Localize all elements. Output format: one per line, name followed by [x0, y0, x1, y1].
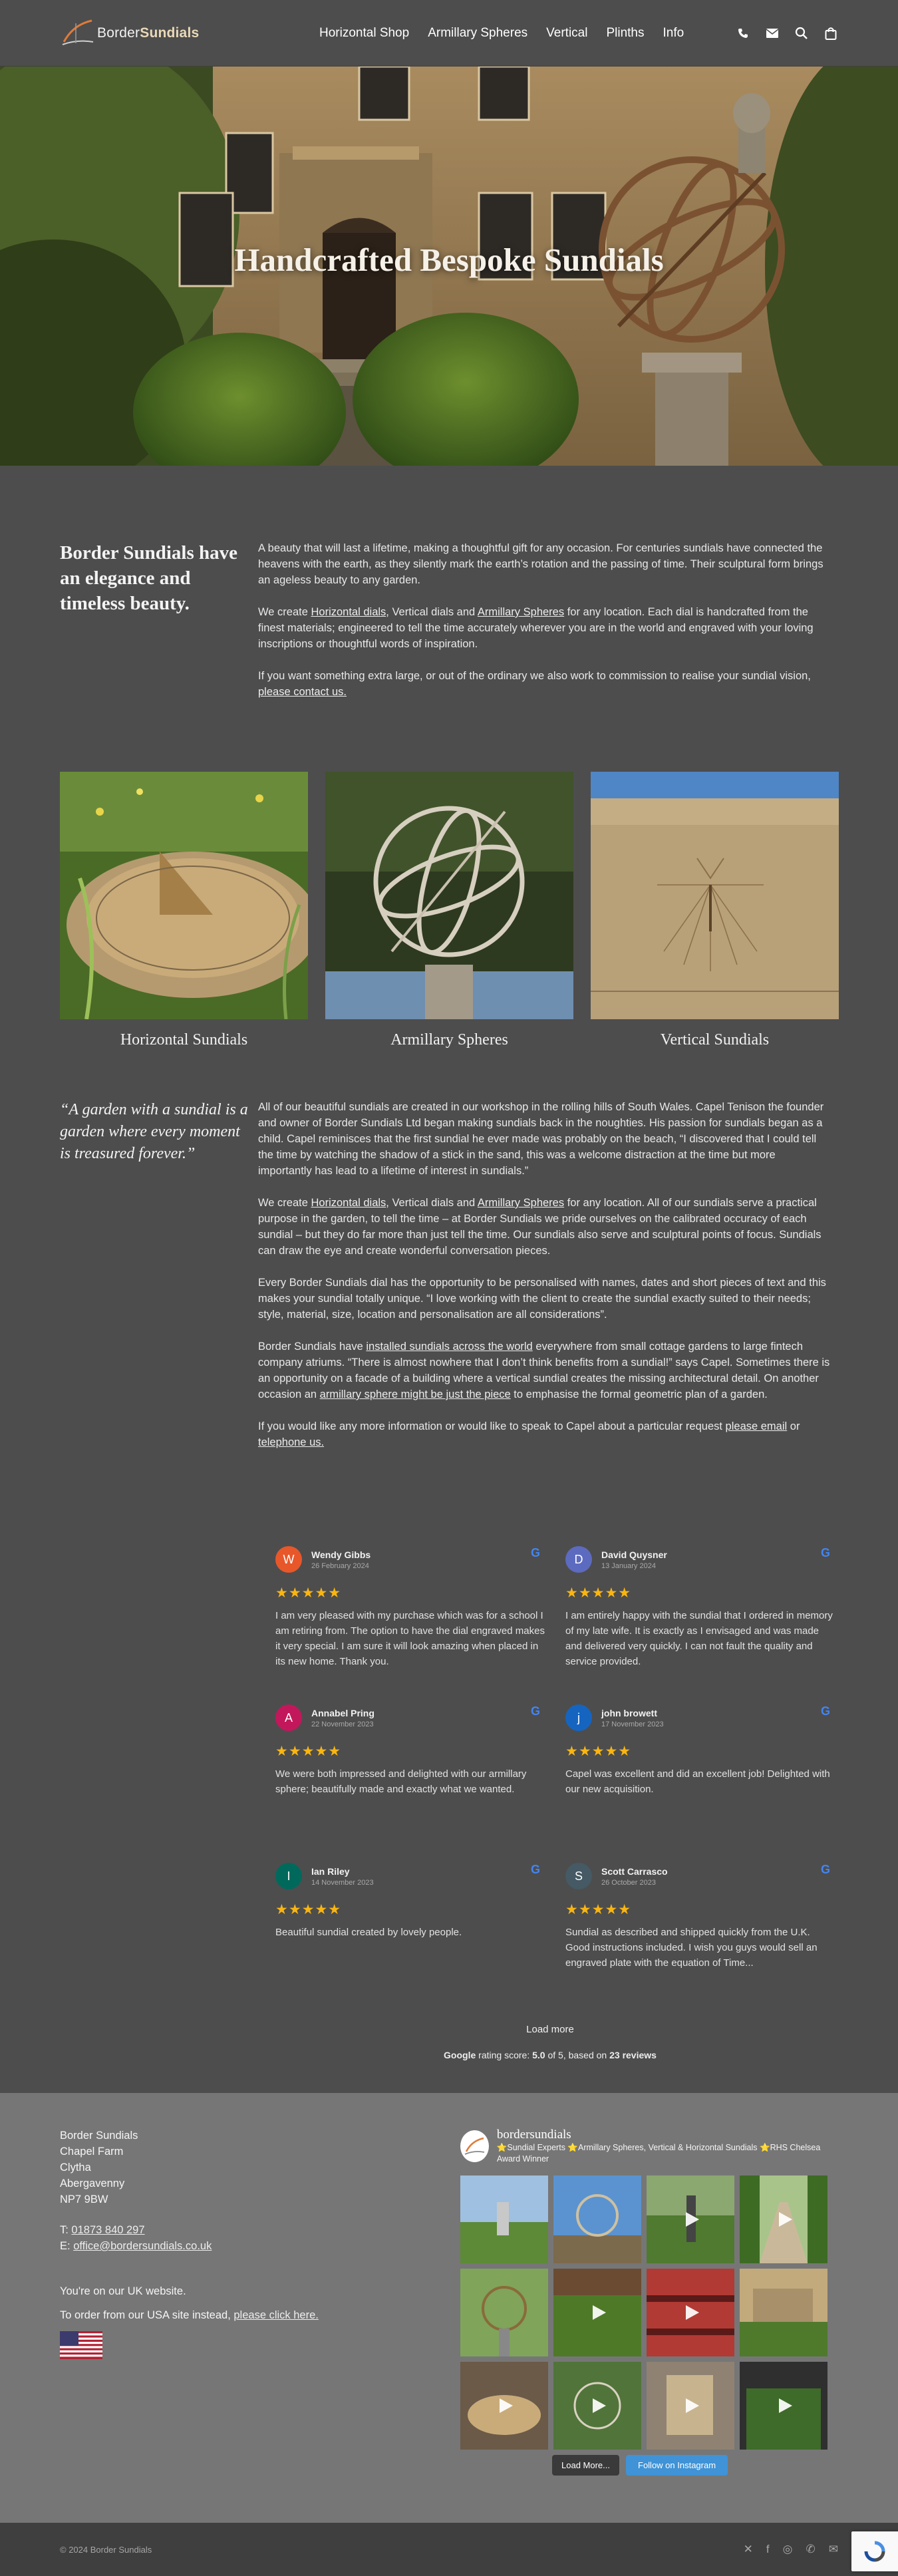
review-date: 22 November 2023 — [311, 1720, 374, 1728]
text: rating score: — [476, 2050, 533, 2060]
facebook-icon[interactable]: f — [766, 2543, 770, 2555]
nav-item-horizontal-shop[interactable]: Horizontal Shop — [319, 25, 410, 40]
usa-site-link[interactable]: please click here. — [233, 2309, 319, 2321]
intro-paragraph-1: A beauty that will last a lifetime, making a thoughtful gift for any occasion. For centuries sundials have connected the heavens with the earth, as they silently mark the earth’s rotation and the passing of time. Their sculptural form brings an ageless beauty to any garden. — [258, 542, 823, 586]
instagram-post[interactable] — [460, 2175, 548, 2263]
about-paragraph-4 — [258, 1339, 830, 1402]
google-label: Google — [444, 2050, 476, 2060]
address-line: Chapel Farm — [60, 2146, 124, 2158]
star-rating: ★★★★★ — [275, 1902, 342, 1917]
email-link[interactable]: please email — [725, 1420, 788, 1432]
x-icon[interactable]: ✕ — [743, 2543, 753, 2555]
reviewer-avatar[interactable]: D — [565, 1546, 592, 1573]
intro-heading: Border Sundials have an elegance and timeless beauty. — [60, 542, 237, 614]
reviewer-avatar[interactable]: S — [565, 1863, 592, 1889]
review-text: Sundial as described and shipped quickly from the U.K. Good instructions included. I wish you guys would sell an engraved plate with the equation of Time... — [565, 1927, 818, 1969]
instagram-post[interactable] — [553, 2175, 641, 2263]
product-card-armillary[interactable] — [325, 772, 573, 1049]
uk-site-note: You're on our UK website. — [60, 2285, 186, 2297]
review-date: 17 November 2023 — [601, 1720, 664, 1728]
reviewer-name[interactable]: Annabel Pring — [311, 1707, 374, 1718]
review-card — [271, 1855, 549, 2013]
reviewer-info — [311, 1708, 374, 1728]
review-text: Beautiful sundial created by lovely people. — [275, 1927, 462, 1938]
text: We create — [258, 606, 311, 618]
product-categories — [60, 772, 838, 1049]
reviewer-avatar[interactable]: I — [275, 1863, 302, 1889]
instagram-post[interactable] — [460, 2362, 548, 2450]
about-paragraph-1: All of our beautiful sundials are created in our workshop in the rolling hills of South Wales. Capel Tenison the founder and owner of Border Sundials Ltd began making sundials back in the noughties. His passion for sundials began as a child. Capel reminisces that the first sundial he ever made was probably on the beach, “I discovered that I could tell the time by watching the shadow of a stick in the sand, this was a welcome distraction at the time but more importantly has lead to a lifetime of interest in sundials.” — [258, 1101, 824, 1177]
rating-summary — [271, 2050, 829, 2060]
review-card — [561, 1696, 839, 1855]
review-card — [271, 1538, 549, 1696]
text: If you would like any more information or would like to speak to Capel about a particular request — [258, 1420, 726, 1432]
nav-item-plinths[interactable]: Plinths — [606, 25, 645, 40]
review-count: 23 reviews — [609, 2050, 657, 2060]
about-paragraph-5 — [258, 1418, 830, 1450]
site-header — [0, 0, 898, 67]
play-icon — [779, 2398, 792, 2413]
google-icon: G — [820, 1704, 830, 1718]
intro-paragraph-2 — [258, 604, 830, 652]
load-more-reviews-button[interactable]: Load more — [526, 2024, 574, 2035]
instagram-post[interactable] — [460, 2269, 548, 2356]
review-text: I am entirely happy with the sundial that I ordered in memory of my late wife. It is exactly as I envisaged and was made and delivered very quickly. I can not fault the quality and service provided. — [565, 1610, 833, 1667]
review-header — [275, 1863, 545, 1889]
sundial-logo-icon — [60, 15, 96, 51]
review-header — [565, 1704, 835, 1731]
google-icon: G — [820, 1546, 830, 1559]
text: T: — [60, 2224, 72, 2236]
nav-item-armillary-spheres[interactable]: Armillary Spheres — [428, 25, 528, 40]
sundial-quote: “A garden with a sundial is a garden where every moment is treasured forever.” — [60, 1101, 248, 1162]
play-icon — [593, 2398, 606, 2413]
reviewer-avatar[interactable]: W — [275, 1546, 302, 1573]
armillary-sphere-image[interactable] — [325, 772, 573, 1019]
review-date: 13 January 2024 — [601, 1561, 656, 1570]
product-card-horizontal[interactable] — [60, 772, 308, 1049]
review-grid — [271, 1538, 833, 2013]
google-reviews — [271, 1538, 833, 2060]
instagram-buttons — [552, 2455, 833, 2476]
google-icon: G — [530, 1546, 540, 1559]
review-date: 26 February 2024 — [311, 1561, 369, 1570]
instagram-post[interactable] — [740, 2362, 827, 2450]
envelope-icon[interactable] — [765, 26, 780, 41]
horizontal-dials-link[interactable]: Horizontal dials — [311, 1197, 386, 1209]
instagram-post[interactable] — [647, 2269, 734, 2356]
address-line: Border Sundials — [60, 2130, 138, 2142]
search-icon[interactable] — [794, 26, 809, 41]
vertical-sundial-image[interactable] — [591, 772, 839, 1019]
review-header — [275, 1704, 545, 1731]
follow-on-instagram-button[interactable]: Follow on Instagram — [626, 2455, 728, 2476]
review-card — [561, 1538, 839, 1696]
intro-section — [60, 540, 838, 716]
rating-score: 5.0 — [532, 2050, 545, 2060]
play-icon — [593, 2305, 606, 2320]
instagram-bio: ⭐Sundial Experts ⭐Armillary Spheres, Vertical & Horizontal Sundials ⭐RHS Chelsea Award Winner — [496, 2143, 821, 2164]
product-caption[interactable]: Horizontal Sundials — [120, 1031, 248, 1048]
text: , Vertical dials and — [386, 1197, 478, 1209]
contact-us-link[interactable]: please contact us. — [258, 686, 347, 698]
footer-contact — [60, 2128, 319, 2359]
intro-paragraph-3 — [258, 668, 830, 700]
instagram-grid — [460, 2175, 833, 2450]
star-rating: ★★★★★ — [565, 1744, 632, 1759]
address-line: Abergavenny — [60, 2177, 125, 2189]
text: If you want something extra large, or out of the ordinary we also work to commission to realise your sundial vision, — [258, 670, 811, 682]
bottom-bar — [0, 2523, 898, 2576]
instagram-post[interactable] — [647, 2362, 734, 2450]
instagram-feed — [460, 2128, 833, 2476]
hero-banner — [0, 67, 898, 466]
hero-title: Handcrafted Bespoke Sundials — [234, 242, 664, 278]
instagram-header — [460, 2128, 833, 2165]
google-icon: G — [530, 1704, 540, 1718]
about-body — [258, 1099, 830, 1466]
main-nav — [319, 26, 684, 41]
review-header — [275, 1546, 545, 1573]
brand-name-bold: Sundials — [140, 25, 200, 41]
telephone-link[interactable]: telephone us. — [258, 1436, 325, 1448]
reviewer-name[interactable]: john browett — [601, 1707, 657, 1718]
reviewer-avatar[interactable]: A — [275, 1704, 302, 1731]
google-icon: G — [820, 1863, 830, 1876]
reviewer-name[interactable]: Ian Riley — [311, 1865, 350, 1877]
about-paragraph-3: Every Border Sundials dial has the opportunity to be personalised with names, dates and short pieces of text and this makes your sundial totally unique. “I love working with the client to create the sundial exactly suited to their needs; style, material, size, location and personalisation are all considerations”. — [258, 1277, 826, 1321]
armillary-spheres-link[interactable]: Armillary Spheres — [477, 606, 565, 618]
about-section — [60, 1099, 838, 1466]
instagram-username[interactable]: bordersundials — [496, 2128, 571, 2142]
google-icon: G — [530, 1863, 540, 1876]
cart-icon[interactable] — [823, 26, 838, 41]
review-header — [565, 1546, 835, 1573]
intro-body — [258, 540, 830, 716]
review-text: We were both impressed and delighted with our armillary sphere; beautifully made and exactly what we wanted. — [275, 1768, 527, 1795]
reviewer-avatar[interactable]: j — [565, 1704, 592, 1731]
social-links — [744, 2543, 838, 2556]
text: of 5, based on — [545, 2050, 610, 2060]
footer-telephone-link[interactable]: 01873 840 297 — [71, 2224, 145, 2236]
text: for any location. Each dial is handcrafted from the finest materials; engineered to tell the time accurately wherever you are in the world and engraved with your loving inscriptions or thoughtful words of inspiration. — [258, 606, 814, 650]
recaptcha-badge[interactable] — [851, 2531, 898, 2571]
reviewer-name[interactable]: David Quysner — [601, 1549, 667, 1560]
instagram-post[interactable] — [553, 2269, 641, 2356]
product-caption[interactable]: Armillary Spheres — [390, 1031, 508, 1048]
play-icon — [686, 2212, 699, 2227]
armillary-piece-link[interactable]: armillary sphere might be just the piece — [319, 1388, 511, 1400]
footer-email-link[interactable]: office@bordersundials.co.uk — [73, 2240, 212, 2252]
text: for any location. All of our sundials serve a practical purpose in the garden, to tell the time – at Border Sundials we pride ourselves on the calibrated occuracy of each sundial – but they do far more than just tell the time. Our sundials also serve and sculptural points of focus. Sundials can draw the eye and create wonderful conversation pieces. — [258, 1197, 822, 1257]
site-logo[interactable] — [60, 15, 319, 51]
play-icon — [686, 2398, 699, 2413]
text: E: — [60, 2240, 74, 2252]
text: to emphasise the formal geometric plan of a garden. — [510, 1388, 768, 1400]
instagram-post[interactable] — [553, 2362, 641, 2450]
review-header — [565, 1863, 835, 1889]
text: To order from our USA site instead, — [60, 2309, 234, 2321]
text: or — [787, 1420, 800, 1432]
review-date: 26 October 2023 — [601, 1878, 656, 1887]
text: Border Sundials have — [258, 1341, 367, 1353]
instagram-post[interactable] — [740, 2269, 827, 2356]
play-icon — [686, 2305, 699, 2320]
reviewer-info — [601, 1866, 668, 1887]
reviewer-info — [311, 1866, 374, 1887]
telephone-line — [60, 2222, 319, 2238]
copyright-text: © 2024 Border Sundials — [60, 2544, 152, 2555]
phone-icon[interactable]: ✆ — [806, 2543, 816, 2555]
product-card-vertical[interactable] — [591, 772, 839, 1049]
star-rating: ★★★★★ — [565, 1902, 632, 1917]
text: everywhere from small cottage gardens to large fintech company atriums. “There is almost nowhere that I don’t think benefits from a sundial!” says Capel. Sometimes there is an opportunity on a facade of a building where a vertical sundial creates the missing architectural detail. On another occasion an — [258, 1341, 830, 1400]
nav-item-info[interactable]: Info — [663, 25, 684, 40]
horizontal-dials-link[interactable]: Horizontal dials — [311, 606, 386, 618]
reviewer-name[interactable]: Scott Carrasco — [601, 1865, 668, 1877]
review-text: Capel was excellent and did an excellent job! Delighted with our new acquisition. — [565, 1768, 830, 1795]
reviewer-info — [601, 1708, 664, 1728]
play-icon — [500, 2398, 513, 2413]
star-rating: ★★★★★ — [275, 1585, 342, 1601]
address-line: NP7 9BW — [60, 2193, 108, 2205]
usa-site-note — [60, 2307, 319, 2323]
instagram-post[interactable] — [740, 2175, 827, 2263]
site-footer — [0, 2093, 898, 2523]
envelope-icon[interactable]: ✉ — [828, 2543, 838, 2555]
instagram-avatar[interactable] — [460, 2130, 489, 2162]
review-text: I am very pleased with my purchase which was for a school I am retiring from. The option to have the dial engraved makes it very special. I am sure it will look amazing when placed in its new home. Thank you. — [275, 1610, 545, 1667]
review-card — [561, 1855, 839, 2013]
phone-icon[interactable] — [736, 26, 750, 41]
text: We create — [258, 1197, 311, 1209]
address-line: Clytha — [60, 2162, 91, 2174]
armillary-spheres-link[interactable]: Armillary Spheres — [477, 1197, 565, 1209]
review-date: 14 November 2023 — [311, 1878, 374, 1887]
horizontal-sundial-image[interactable] — [60, 772, 308, 1019]
text: , Vertical dials and — [386, 606, 478, 618]
reviewer-info — [311, 1549, 371, 1570]
instagram-load-more-button[interactable]: Load More... — [552, 2455, 619, 2476]
installed-sundials-link[interactable]: installed sundials across the world — [366, 1341, 533, 1353]
reviewer-name[interactable]: Wendy Gibbs — [311, 1549, 371, 1560]
nav-item-vertical[interactable]: Vertical — [546, 25, 588, 40]
review-card — [271, 1696, 549, 1855]
product-caption[interactable]: Vertical Sundials — [660, 1031, 770, 1048]
about-paragraph-2 — [258, 1195, 830, 1259]
header-icons — [736, 26, 838, 41]
instagram-icon[interactable]: ◎ — [782, 2543, 793, 2555]
recaptcha-icon — [863, 2540, 886, 2563]
star-rating: ★★★★★ — [275, 1744, 342, 1759]
email-line — [60, 2238, 319, 2254]
instagram-post[interactable] — [647, 2175, 734, 2263]
star-rating: ★★★★★ — [565, 1585, 632, 1601]
play-icon — [779, 2212, 792, 2227]
usa-flag-icon[interactable] — [60, 2331, 102, 2359]
reviewer-info — [601, 1549, 667, 1570]
brand-name: Border — [97, 25, 140, 41]
